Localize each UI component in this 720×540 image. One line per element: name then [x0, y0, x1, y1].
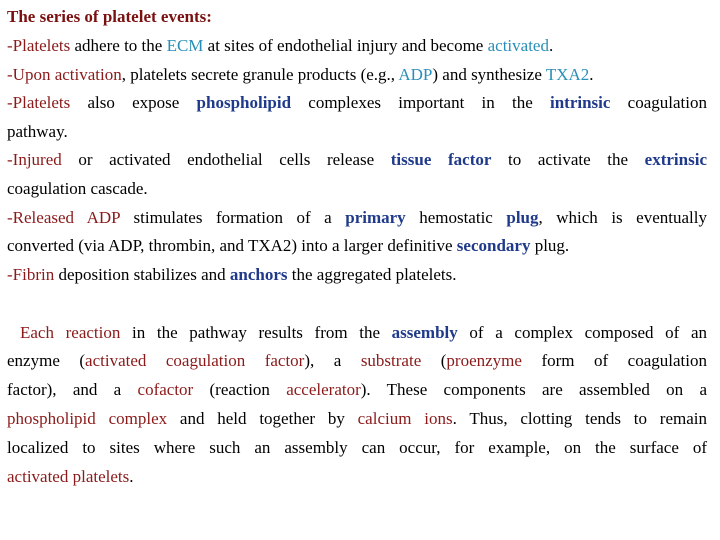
term-tissue-factor: tissue factor [390, 150, 492, 169]
text: at sites of endothelial injury and become [203, 36, 488, 55]
text: ). These components are assembled on a [360, 380, 707, 399]
term-assembly: assembly [391, 323, 458, 342]
term-activated-coagulation-factor: activated coagulation factor [85, 351, 305, 370]
term-extrinsic: extrinsic [644, 150, 707, 169]
term-ecm: ECM [166, 36, 204, 55]
text: . Thus, clotting tends to remain [452, 409, 707, 428]
term-proenzyme: proenzyme [446, 351, 522, 370]
event-line-5 [7, 149, 707, 171]
text: (reaction [193, 380, 287, 399]
term-each-reaction: Each reaction [20, 323, 121, 342]
term-platelets: -Platelets [7, 36, 71, 55]
para-line-4 [7, 408, 707, 430]
text: the aggregated platelets. [287, 265, 457, 284]
text: adhere to the [70, 36, 167, 55]
text: in the pathway results from the [120, 323, 392, 342]
term-plug: plug [506, 208, 539, 227]
term-phospholipid-complex: phospholipid complex [7, 409, 168, 428]
term-activated: activated [487, 36, 549, 55]
text: form of coagulation [521, 351, 707, 370]
text: , platelets secrete granule products (e.g., [121, 65, 399, 84]
term-anchors: anchors [229, 265, 288, 284]
event-line-6: coagulation cascade. [7, 179, 148, 198]
term-calcium-ions: calcium ions [357, 409, 453, 428]
term-cofactor: cofactor [137, 380, 194, 399]
term-upon-activation: -Upon activation [7, 65, 122, 84]
text: factor), and a [7, 380, 138, 399]
term-fibrin: -Fibrin [7, 265, 55, 284]
event-line-3 [7, 92, 707, 114]
text: ( [421, 351, 447, 370]
text: hemostatic [405, 208, 507, 227]
para-line-2 [7, 350, 707, 372]
text: , which is eventually [538, 208, 707, 227]
term-txa2: TXA2 [545, 65, 590, 84]
event-line-1 [7, 35, 707, 57]
text: of a complex composed of an [457, 323, 708, 342]
term-adp: ADP [86, 208, 120, 227]
event-line-2 [7, 64, 707, 86]
term-adp: ADP [398, 65, 433, 84]
text: converted (via ADP, thrombin, and TXA2) into a larger definitive [7, 236, 457, 255]
text: also expose [70, 93, 197, 112]
text: ) and synthesize [432, 65, 546, 84]
text: complexes important in the [291, 93, 550, 112]
event-line-9 [7, 264, 707, 286]
text: and held together by [167, 409, 358, 428]
para-line-6 [7, 466, 707, 488]
text [74, 208, 87, 227]
term-intrinsic: intrinsic [550, 93, 611, 112]
para-line-3 [7, 379, 707, 401]
text: . [589, 65, 594, 84]
term-platelets: -Platelets [7, 93, 71, 112]
term-activated-platelets: activated platelets [7, 467, 130, 486]
text: or activated endothelial cells release [61, 150, 391, 169]
term-released: -Released [7, 208, 75, 227]
para-line-1 [20, 322, 707, 344]
text: coagulation [610, 93, 707, 112]
event-line-4: pathway. [7, 122, 68, 141]
text: deposition stabilizes and [54, 265, 230, 284]
text: plug. [530, 236, 570, 255]
term-injured: -Injured [7, 150, 62, 169]
event-line-7 [7, 207, 707, 229]
text: ), a [304, 351, 361, 370]
text: enzyme ( [7, 351, 86, 370]
text: . [548, 36, 554, 55]
text: stimulates formation of a [120, 208, 346, 227]
term-secondary: secondary [456, 236, 531, 255]
term-accelerator: accelerator [286, 380, 361, 399]
term-phospholipid: phospholipid [196, 93, 292, 112]
text: to activate the [491, 150, 645, 169]
text: . [129, 467, 134, 486]
term-primary: primary [345, 208, 406, 227]
term-substrate: substrate [360, 351, 422, 370]
section-title: The series of platelet events: [7, 7, 212, 26]
event-line-8 [7, 235, 707, 257]
para-line-5: localized to sites where such an assembly can occur, for example, on the surface of [7, 438, 707, 457]
